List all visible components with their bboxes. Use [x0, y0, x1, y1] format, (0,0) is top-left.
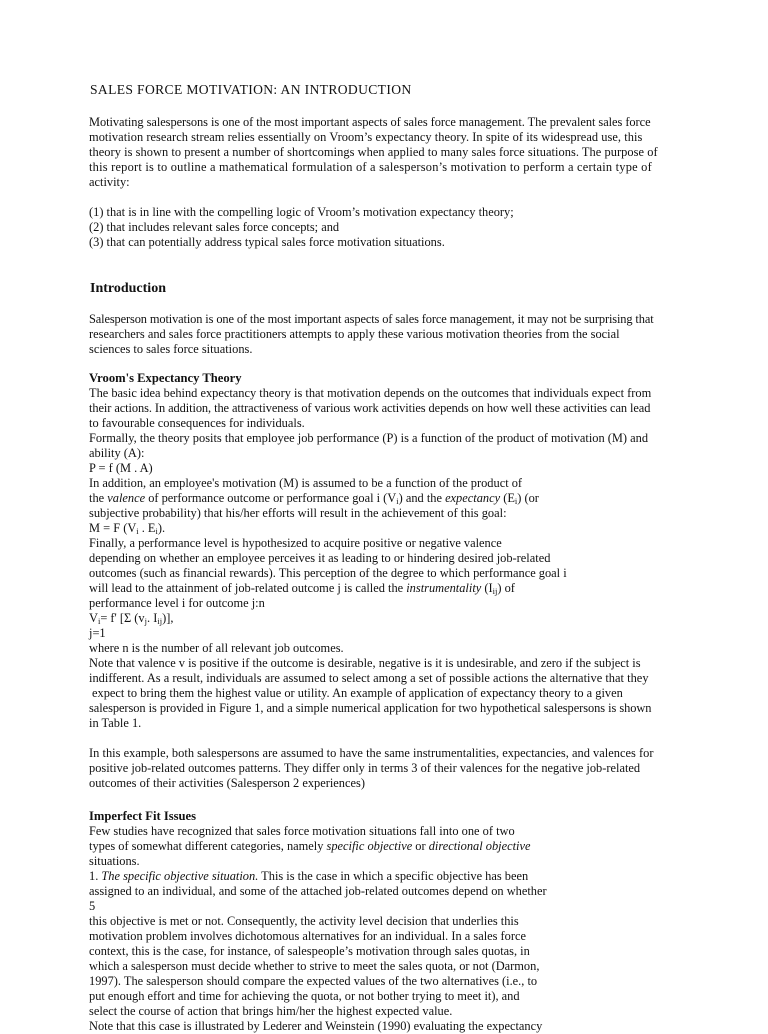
vroom-line-11: Finally, a performance level is hypothesized to acquire positive or negative valence	[89, 536, 502, 550]
vroom-line-21: expect to bring them the highest value or utility. An example of application of expectancy theory to a given	[92, 686, 623, 700]
vroom-line-24: In this example, both salespersons are assumed to have the same instrumentalities, expectancies, and valences for	[89, 746, 654, 760]
vroom-line-2: their actions. In addition, the attractiveness of various work activities depends on how well these activities can lead	[89, 401, 651, 415]
intro-line-2: motivation research stream relies essentially on Vroom’s expectancy theory. In spite of its widespread use, this	[89, 130, 643, 144]
criteria-item-2: (2) that includes relevant sales force concepts; and	[89, 220, 340, 234]
document-title: SALES FORCE MOTIVATION: AN INTRODUCTION	[90, 82, 412, 97]
imperfect-line-2: types of somewhat different categories, namely specific objective or directional objective	[89, 839, 531, 853]
imperfect-line-1: Few studies have recognized that sales force motivation situations fall into one of two	[89, 824, 515, 838]
vroom-line-8: the valence of performance outcome or performance goal i $(V_i)$ and the expectancy $(E_i)$ (or	[89, 491, 539, 506]
imperfect-line-10: which a salesperson must decide whether to strive to meet the sales quota, or not (Darmon,	[89, 959, 540, 973]
vroom-line-25: positive job-related outcomes patterns. They differ only in terms 3 of their valences for the negative job-related	[89, 761, 641, 775]
vroom-line-4: Formally, the theory posits that employee job performance (P) is a function of the product of motivation (M) and	[89, 431, 649, 445]
intro-line-4: this report is to outline a mathematical formulation of a salesperson’s motivation to perform a certain type of	[89, 160, 652, 174]
imperfect-line-9: context, this is the case, for instance, of salespeople’s motivation through sales quotas, in	[89, 944, 530, 958]
intro-line-3: theory is shown to present a number of shortcomings when applied to many sales force situations. The purpose of	[89, 145, 658, 159]
imperfect-line-12: put enough effort and time for achieving the quota, or not bother trying to meet it), and	[89, 989, 520, 1003]
vroom-line-19: Note that valence v is positive if the outcome is desirable, negative is it is undesirable, and zero if the subject is	[89, 656, 641, 670]
page-number-marker: 5	[89, 899, 96, 913]
vroom-line-13: outcomes (such as financial rewards). This perception of the degree to which performance goal i	[89, 566, 567, 580]
vroom-line-20: indifferent. As a result, individuals are assumed to select among a set of possible actions the alternative that they	[89, 671, 649, 685]
equation-valence: $V_i= f'$ [Σ ($v_j$. $I_{ij}$)],	[89, 611, 174, 626]
vroom-line-14: will lead to the attainment of job-related outcome j is called the instrumentality $(I_{ij})$ of	[89, 581, 515, 596]
imperfect-line-11: 1997). The salesperson should compare the expected values of the two alternatives (i.e., to	[89, 974, 538, 988]
vroom-line-7: In addition, an employee's motivation (M) is assumed to be a function of the product of	[89, 476, 523, 490]
introduction-heading: Introduction	[90, 281, 166, 296]
vroom-line-23: in Table 1.	[89, 716, 142, 730]
instrumentality-term: instrumentality	[406, 581, 482, 595]
imperfect-line-8: motivation problem involves dichotomous alternatives for an individual. In a sales force	[89, 929, 527, 943]
introduction-line-3: sciences to sales force situations.	[89, 342, 253, 356]
equation-index: j=1	[89, 626, 106, 640]
vroom-line-15: performance level i for outcome j:n	[89, 596, 265, 610]
valence-term: valence	[107, 491, 146, 505]
vroom-line-3: to favourable consequences for individuals.	[89, 416, 305, 430]
criteria-item-1: (1) that is in line with the compelling logic of Vroom’s motivation expectancy theory;	[89, 205, 514, 219]
vroom-line-5: ability (A):	[89, 446, 145, 460]
imperfect-line-3: situations.	[89, 854, 140, 868]
equation-motivation: M = F ($V_i$ . $E_i$).	[89, 521, 166, 536]
imperfect-line-4: 1. The specific objective situation. This is the case in which a specific objective has been	[89, 869, 529, 883]
vroom-line-9: subjective probability) that his/her efforts will result in the achievement of this goal:	[89, 506, 507, 520]
imperfect-line-14: Note that this case is illustrated by Lederer and Weinstein (1990) evaluating the expectancy	[89, 1019, 543, 1033]
vroom-line-22: salesperson is provided in Figure 1, and a simple numerical application for two hypothetical salespersons is shown	[89, 701, 652, 715]
vroom-line-12: depending on whether an employee perceives it as leading to or hindering desired job-related	[89, 551, 551, 565]
vroom-line-26: outcomes of their activities (Salesperson 2 experiences)	[89, 776, 365, 790]
intro-line-5: activity:	[89, 175, 130, 189]
equation-performance: P = f (M . A)	[89, 461, 153, 475]
vroom-line-1: The basic idea behind expectancy theory is that motivation depends on the outcomes that individuals expect from	[89, 386, 652, 400]
imperfect-fit-heading: Imperfect Fit Issues	[89, 809, 197, 823]
introduction-line-1: Salesperson motivation is one of the most important aspects of sales force management, it may not be surprising that	[89, 312, 654, 326]
imperfect-line-13: select the course of action that brings him/her the highest expected value.	[89, 1004, 453, 1018]
vroom-line-18: where n is the number of all relevant job outcomes.	[89, 641, 344, 655]
vroom-heading: Vroom's Expectancy Theory	[89, 371, 242, 385]
imperfect-line-5: assigned to an individual, and some of the attached job-related outcomes depend on whether	[89, 884, 547, 898]
criteria-item-3: (3) that can potentially address typical sales force motivation situations.	[89, 235, 445, 249]
imperfect-line-7: this objective is met or not. Consequently, the activity level decision that underlies this	[89, 914, 519, 928]
intro-line-1: Motivating salespersons is one of the most important aspects of sales force management. The prevalent sales force	[89, 115, 651, 129]
expectancy-term: expectancy	[445, 491, 501, 505]
introduction-line-2: researchers and sales force practitioners attempts to apply these various motivation theories from the social	[89, 327, 620, 341]
